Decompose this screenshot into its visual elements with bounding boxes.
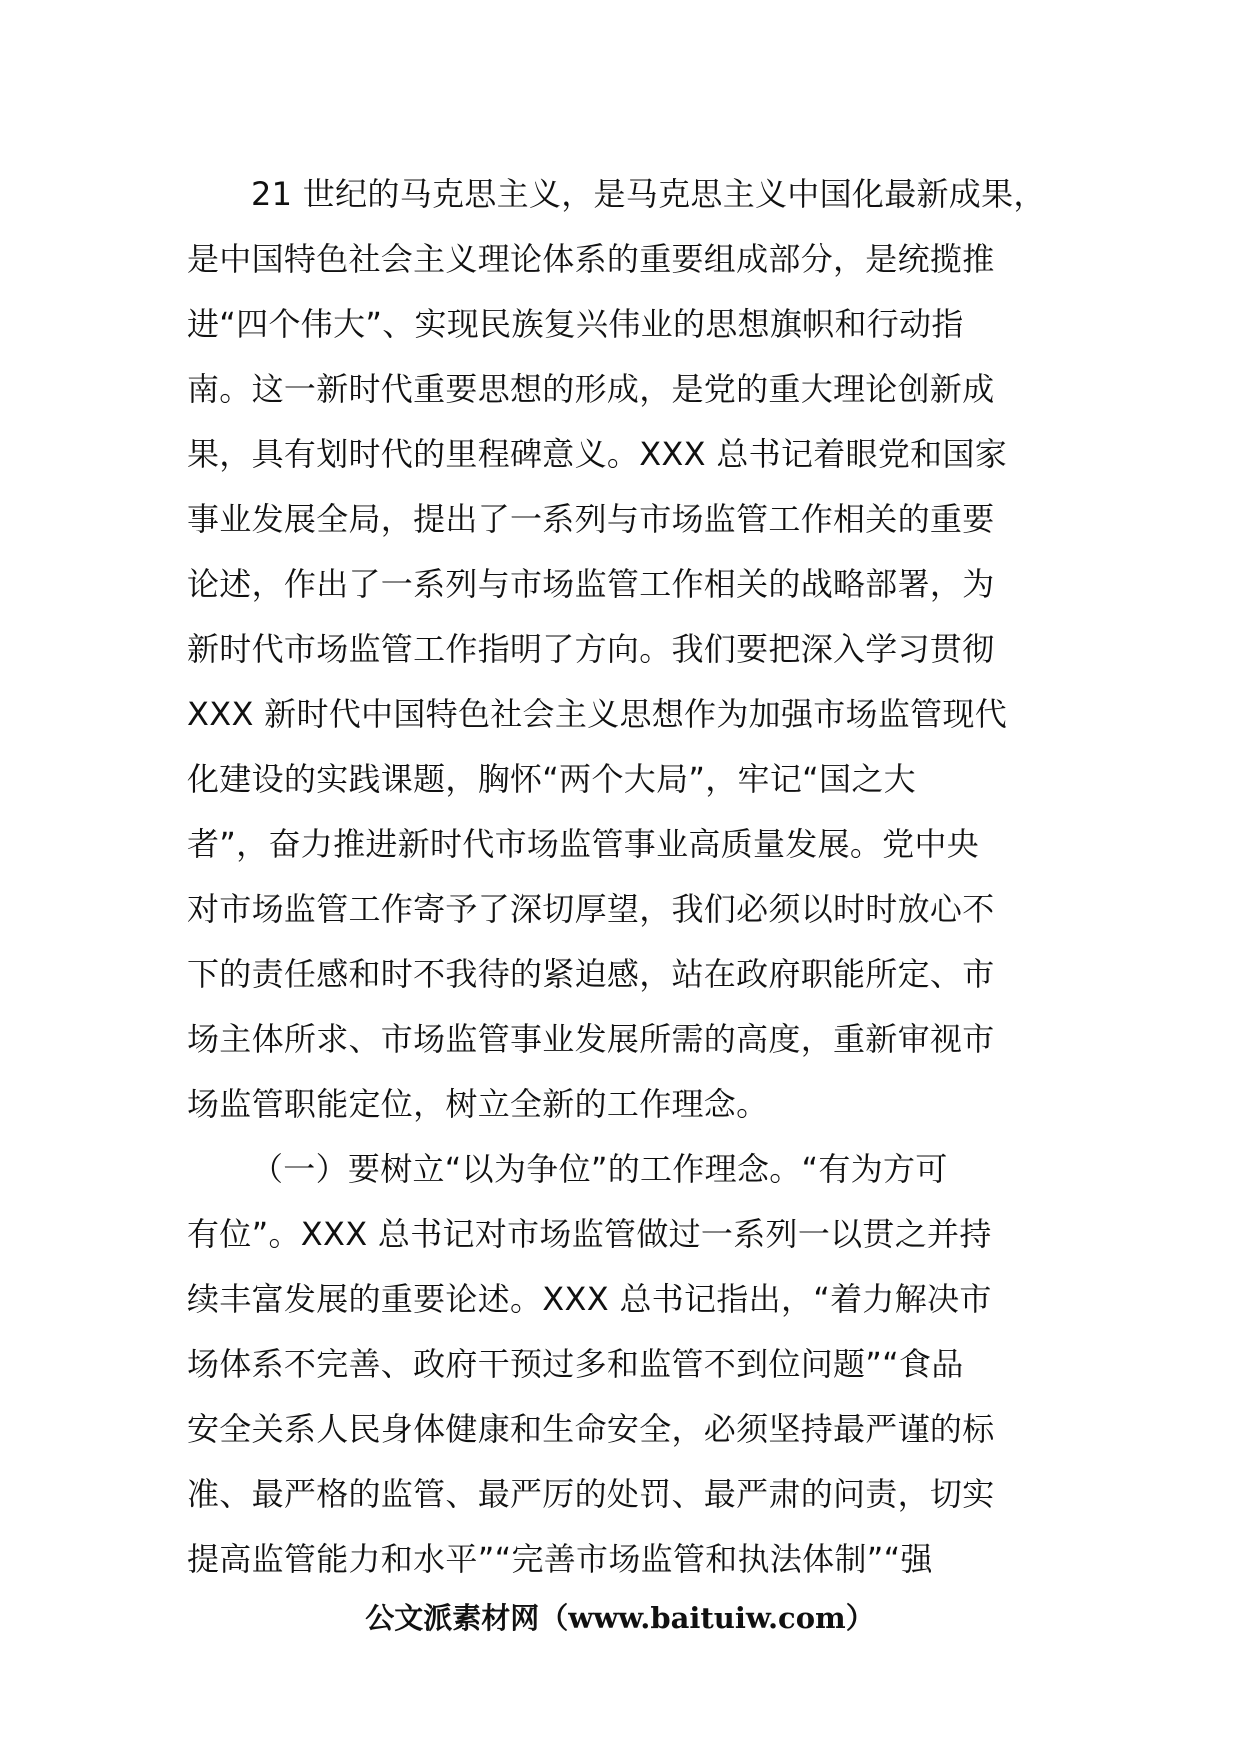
paragraph-1-line-11: 者”，奋力推进新时代市场监管事业高质量发展。党中央 (187, 825, 980, 863)
paragraph-2-line-1: （一）要树立“以为争位”的工作理念。“有为方可 (251, 1150, 948, 1188)
paragraph-2-line-2: 有位”。XXX 总书记对市场监管做过一系列一以贯之并持 (187, 1215, 992, 1253)
paragraph-2-line-5: 安全关系人民身体健康和生命安全，必须坚持最严谨的标 (187, 1410, 995, 1448)
paragraph-1-line-4: 南。这一新时代重要思想的形成，是党的重大理论创新成 (187, 370, 995, 408)
paragraph-1-line-14: 场主体所求、市场监管事业发展所需的高度，重新审视市 (187, 1020, 995, 1058)
paragraph-2-line-6: 准、最严格的监管、最严厉的处罚、最严肃的问责，切实 (187, 1475, 995, 1513)
paragraph-1-line-15: 场监管职能定位，树立全新的工作理念。 (187, 1085, 769, 1123)
footer-watermark: 公文派素材网（www.baituiw.com） (365, 1601, 875, 1635)
paragraph-2-line-3: 续丰富发展的重要论述。XXX 总书记指出，“着力解决市 (187, 1280, 992, 1318)
paragraph-1-line-7: 论述，作出了一系列与市场监管工作相关的战略部署，为 (187, 565, 995, 603)
paragraph-1-line-1: 21 世纪的马克思主义，是马克思主义中国化最新成果， (251, 175, 1046, 213)
paragraph-2-line-4: 场体系不完善、政府干预过多和监管不到位问题”“食品 (187, 1345, 964, 1383)
document-body (187, 162, 1087, 1592)
paragraph-2-line-7: 提高监管能力和水平”“完善市场监管和执法体制”“强 (187, 1540, 933, 1578)
paragraph-1-line-6: 事业发展全局，提出了一系列与市场监管工作相关的重要 (187, 500, 995, 538)
paragraph-1-line-2: 是中国特色社会主义理论体系的重要组成部分，是统揽推 (187, 240, 995, 278)
paragraph-1-line-10: 化建设的实践课题，胸怀“两个大局”，牢记“国之大 (187, 760, 916, 798)
paragraph-1-line-12: 对市场监管工作寄予了深切厚望，我们必须以时时放心不 (187, 890, 995, 928)
paragraph-1-line-3: 进“四个伟大”、实现民族复兴伟业的思想旗帜和行动指 (187, 305, 964, 343)
paragraph-1-line-9: XXX 新时代中国特色社会主义思想作为加强市场监管现代 (187, 695, 1008, 733)
paragraph-1-line-13: 下的责任感和时不我待的紧迫感，站在政府职能所定、市 (187, 955, 995, 993)
paragraph-1-line-5: 果，具有划时代的里程碑意义。XXX 总书记着眼党和国家 (187, 435, 1008, 473)
paragraph-1-line-8: 新时代市场监管工作指明了方向。我们要把深入学习贯彻 (187, 630, 995, 668)
